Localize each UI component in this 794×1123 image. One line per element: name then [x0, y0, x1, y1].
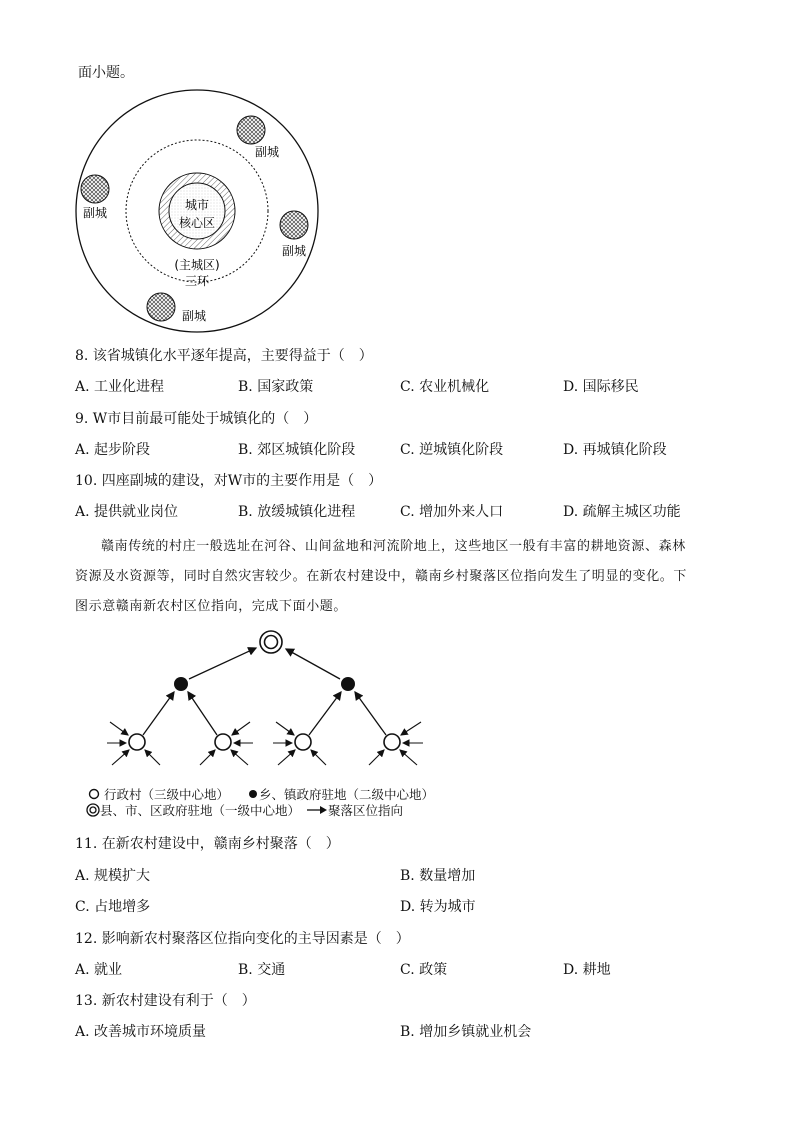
q13-option-b: B. 增加乡镇就业机会	[400, 1024, 532, 1040]
legend-arrow: 聚落区位指向	[328, 803, 404, 818]
county-seat-node	[260, 631, 282, 653]
satellite-label-bottom: 副城	[181, 309, 207, 323]
satellite-city-top-right	[237, 116, 265, 144]
q8-option-c: C. 农业机械化	[400, 379, 490, 395]
q8-option-b: B. 国家政策	[238, 379, 314, 395]
q11-option-b: B. 数量增加	[400, 868, 476, 884]
question-12-stem: 12. 影响新农村聚落区位指向变化的主导因素是（ ）	[75, 931, 410, 947]
satellite-city-left	[81, 175, 109, 203]
village-node-3	[295, 734, 311, 750]
passage-line-1: 赣南传统的村庄一般选址在河谷、山间盆地和河流阶地上，这些地区一般有丰富的耕地资源、森林	[101, 539, 686, 554]
county-symbol-icon	[86, 803, 100, 817]
q8-option-a: A. 工业化进程	[75, 379, 165, 395]
passage-line-3: 图示意赣南新农村区位指向，完成下面小题。	[75, 599, 348, 614]
satellite-city-bottom	[147, 293, 175, 321]
core-label-2: 核心区	[178, 216, 216, 230]
village-node-1	[129, 734, 145, 750]
legend-village: 行政村（三级中心地）	[103, 787, 229, 802]
question-8-stem: 8. 该省城镇化水平逐年提高，主要得益于（ ）	[75, 348, 373, 364]
settlement-orientation-figure	[90, 622, 450, 772]
village-node-2	[215, 734, 231, 750]
passage-line-2: 资源及水资源等，同时自然灾害较少。在新农村建设中，赣南乡村聚落区位指向发生了明显的变化。下	[75, 569, 688, 584]
q9-option-b: B. 郊区城镇化阶段	[238, 442, 356, 458]
satellite-city-right	[280, 211, 308, 239]
legend-county: 县、市、区政府驻地（一级中心地）	[100, 803, 301, 818]
q9-option-c: C. 逆城镇化阶段	[400, 442, 504, 458]
q8-option-d: D. 国际移民	[563, 379, 639, 395]
question-9-stem: 9. W市目前最可能处于城镇化的（ ）	[75, 411, 318, 427]
q9-option-d: D. 再城镇化阶段	[563, 442, 667, 458]
q12-option-c: C. 政策	[400, 962, 448, 978]
satellite-label-top-right: 副城	[254, 145, 280, 159]
town-symbol-icon	[247, 788, 259, 800]
town-node-left	[174, 677, 188, 691]
village-symbol-icon	[88, 788, 100, 800]
village-node-4	[384, 734, 400, 750]
q10-option-c: C. 增加外来人口	[400, 504, 504, 520]
core-label-1: 城市	[184, 198, 210, 212]
q12-option-d: D. 耕地	[563, 962, 611, 978]
q13-option-a: A. 改善城市环境质量	[75, 1024, 207, 1040]
q12-option-a: A. 就业	[75, 962, 123, 978]
q9-option-a: A. 起步阶段	[75, 442, 151, 458]
intro-tail: 面小题。	[78, 65, 134, 81]
ring-label: 三环	[184, 274, 210, 288]
q12-option-b: B. 交通	[238, 962, 286, 978]
city-structure-figure	[60, 88, 340, 338]
q11-option-d: D. 转为城市	[400, 899, 476, 915]
town-node-right	[341, 677, 355, 691]
satellite-label-right: 副城	[281, 244, 307, 258]
legend-town: 乡、镇政府驻地（二级中心地）	[258, 787, 434, 802]
question-13-stem: 13. 新农村建设有利于（ ）	[75, 993, 256, 1009]
legend-row-2	[86, 801, 403, 819]
q11-option-a: A. 规模扩大	[75, 868, 151, 884]
q10-option-b: B. 放缓城镇化进程	[238, 504, 356, 520]
satellite-label-left: 副城	[82, 206, 108, 220]
main-area-label: (主城区)	[174, 258, 220, 272]
question-11-stem: 11. 在新农村建设中，赣南乡村聚落（ ）	[75, 836, 340, 852]
arrow-symbol-icon	[306, 805, 328, 815]
question-10-stem: 10. 四座副城的建设，对W市的主要作用是（ ）	[75, 473, 383, 489]
q11-option-c: C. 占地增多	[75, 899, 151, 915]
q10-option-d: D. 疏解主城区功能	[563, 504, 681, 520]
q10-option-a: A. 提供就业岗位	[75, 504, 179, 520]
